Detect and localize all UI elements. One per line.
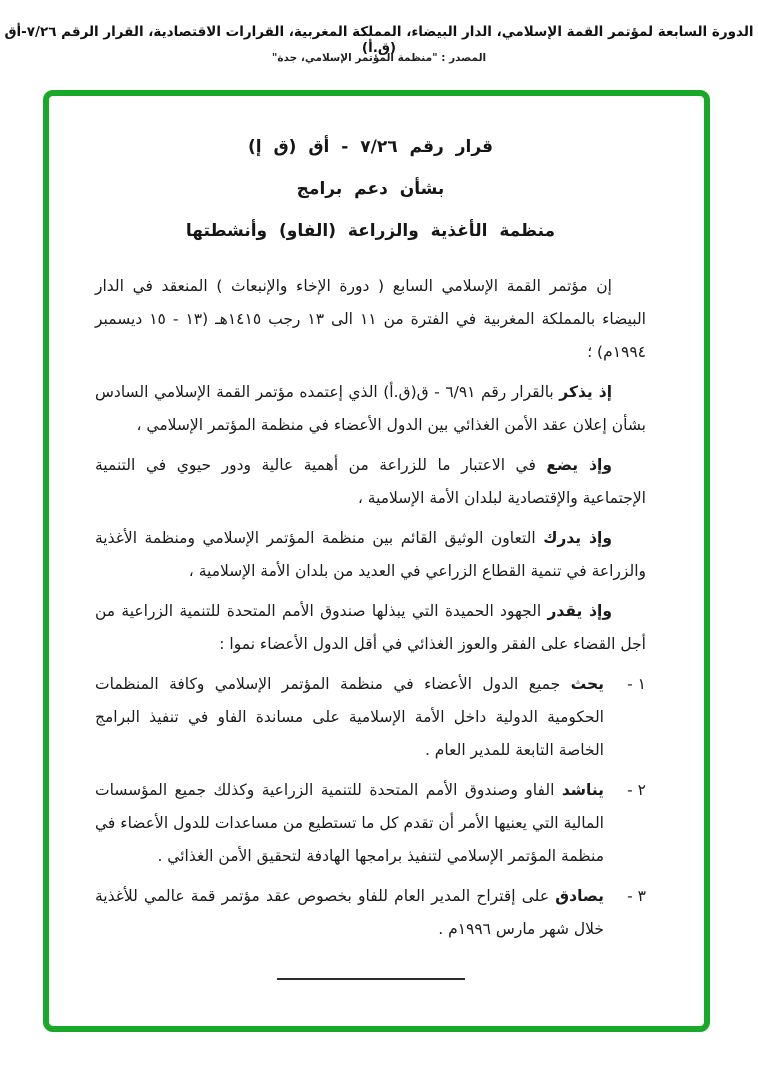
preamble-paragraph (95, 449, 646, 515)
paragraph-lead: وإذ يقدر (547, 602, 612, 620)
item-body: جميع الدول الأعضاء في منظمة المؤتمر الإسلامي وكافة المنظمات الحكومية الدولية داخل الأمة الإسلامية على مساندة الفاو في تنفيذ البرامج الخاصة التابعة للمدير العام . (95, 675, 604, 759)
item-text (95, 774, 604, 873)
document-frame (43, 90, 710, 1032)
paragraph-lead: وإذ يضع (546, 456, 612, 474)
item-number: ٢ - (627, 781, 646, 799)
document-content (49, 96, 704, 980)
item-lead: يصادق (555, 887, 604, 905)
header-source-line: المصدر : "منظمة المؤتمر الإسلامي، جدة" (271, 52, 487, 64)
resolution-item (95, 774, 646, 873)
resolution-title (95, 134, 646, 244)
item-text (95, 880, 604, 946)
preamble-paragraph (95, 522, 646, 588)
paragraph-lead: وإذ يدرك (543, 529, 613, 547)
resolution-number-line: قرار رقم ٧/٢٦ - أق (ق إ) (247, 137, 494, 157)
resolution-subject-line2: منظمة الأغذية والزراعة (الفاو) وأنشطتها (185, 221, 556, 241)
item-number: ١ - (627, 675, 646, 693)
item-lead: يناشد (561, 781, 604, 799)
resolution-item (95, 668, 646, 767)
header-citation: الدورة السابعة لمؤتمر القمة الإسلامي، الدار البيضاء، المملكة المغربية، القرارات الاقتصادية، القرار الرقم ٧/٢٦-أق (ق.أ) (4, 24, 754, 56)
resolution-item (95, 880, 646, 946)
paragraph-text: الجهود الحميدة التي يبذلها صندوق الأمم المتحدة للتنمية الزراعية من أجل القضاء على الفقر والعوز الغذائي في أقل الدول الأعضاء نموا : (95, 602, 646, 653)
paragraph-text: بالقرار رقم ٦/٩١ - ق(ق.أ) الذي إعتمده مؤتمر القمة الإسلامي السادس بشأن إعلان عقد الأمن الغذائي بين الدول الأعضاء في منظمة المؤتمر الإسلامي ، (95, 383, 646, 434)
signature-divider (277, 978, 465, 980)
item-body: الفاو وصندوق الأمم المتحدة للتنمية الزراعية وكذلك جميع المؤسسات المالية التي يعنيها الأمر أن تقدم كل ما تستطيع من مساعدات للدول الأعضاء في منظمة المؤتمر الإسلامي لتنفيذ برامجها الهادفة لتحقيق الأمن الغذائي . (95, 781, 604, 865)
paragraph-text: التعاون الوثيق القائم بين منظمة المؤتمر الإسلامي ومنظمة الأغذية والزراعة في تنمية القطاع الزراعي في العديد من بلدان الأمة الإسلامية ، (95, 529, 646, 580)
paragraph-text: في الاعتبار ما للزراعة من أهمية عالية ودور حيوي في التنمية الإجتماعية والإقتصادية لبلدان الأمة الإسلامية ، (95, 456, 646, 507)
item-body: على إقتراح المدير العام للفاو بخصوص عقد مؤتمر قمة عالمي للأغذية خلال شهر مارس ١٩٩٦م . (95, 887, 604, 938)
preamble-paragraph (95, 270, 646, 369)
item-number: ٣ - (627, 887, 646, 905)
item-text (95, 668, 604, 767)
resolution-subject-line: بشأن دعم برامج (296, 179, 445, 199)
preamble-paragraph (95, 595, 646, 661)
item-lead: يحث (570, 675, 604, 693)
paragraph-text: إن مؤتمر القمة الإسلامي السابع ( دورة الإخاء والإنبعاث ) المنعقد في الدار البيضاء بالمملكة المغربية في الفترة من ١١ الى ١٣ رجب ١٤١٥هـ (١٣ - ١٥ ديسمبر ١٩٩٤م) ؛ (95, 277, 646, 361)
preamble-paragraph (95, 376, 646, 442)
paragraph-lead: إذ يذكر (559, 383, 613, 401)
